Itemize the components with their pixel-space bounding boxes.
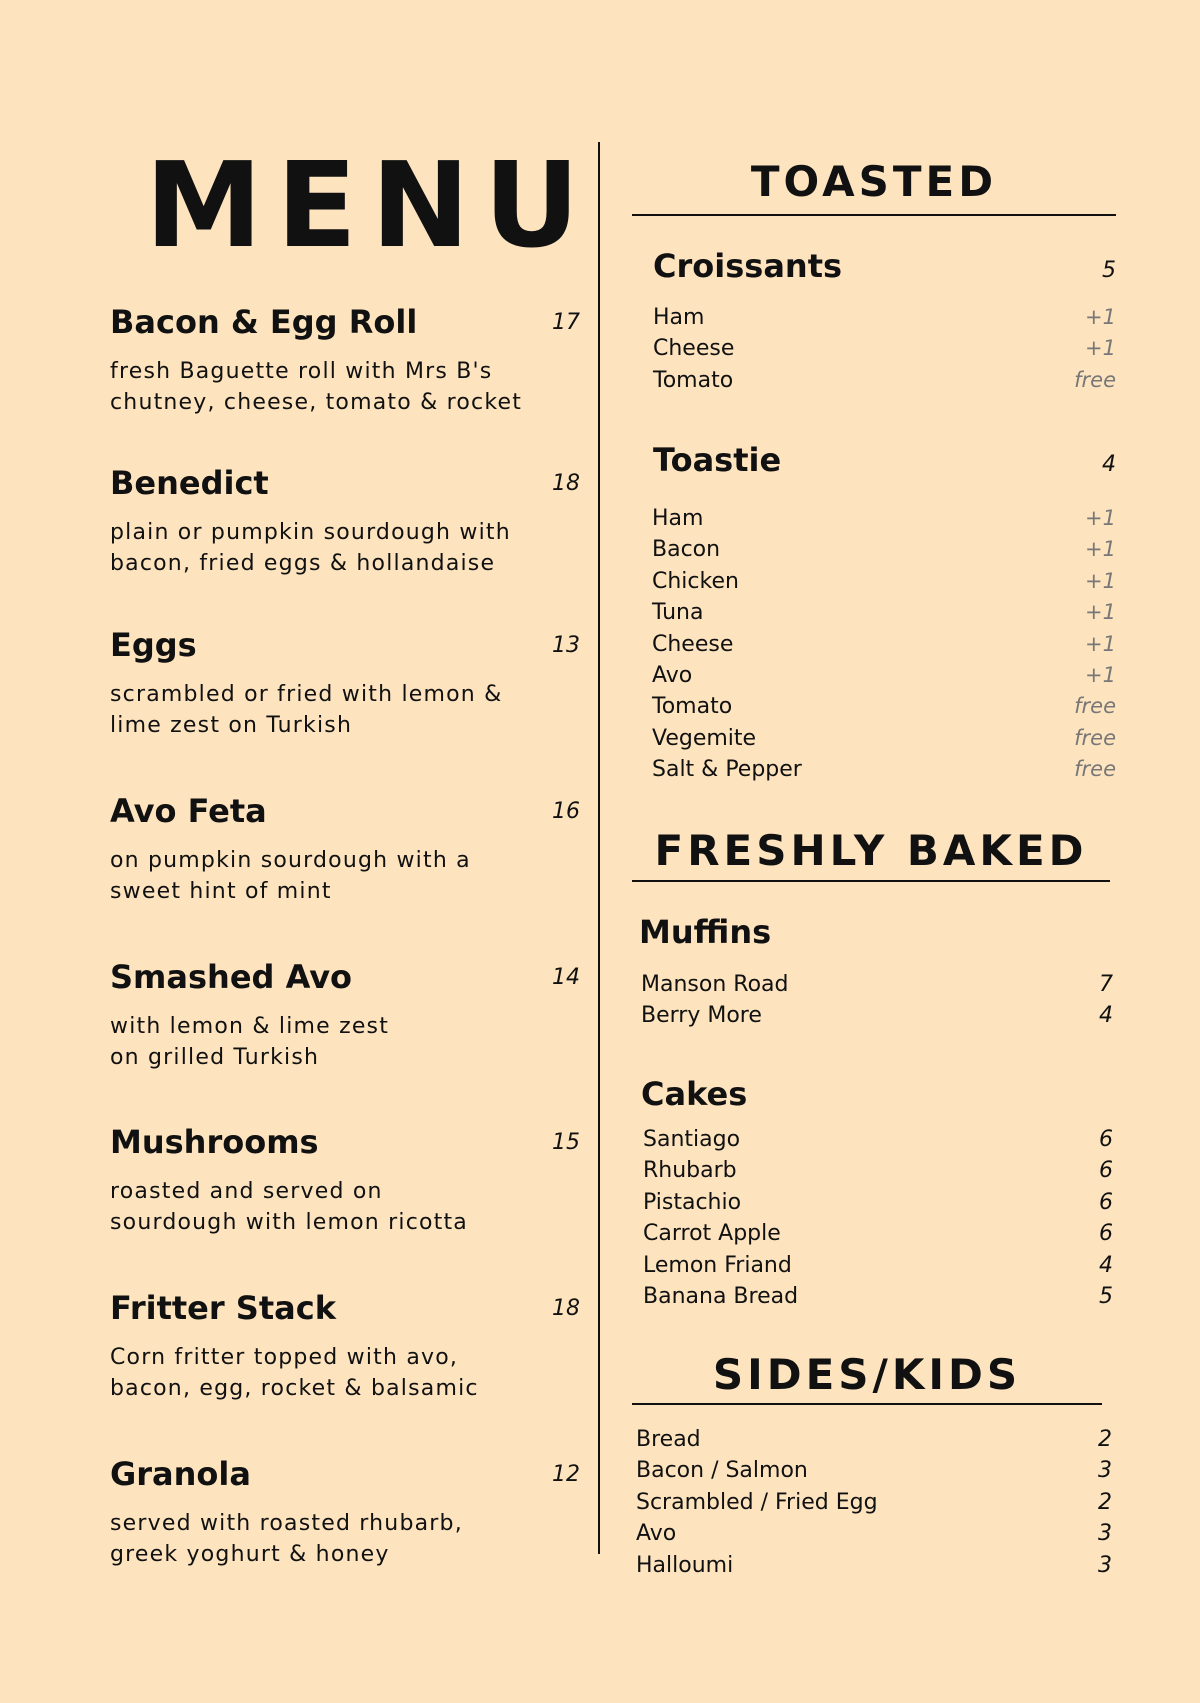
list-item: Banana Bread 5 xyxy=(643,1283,1113,1309)
list-item: Bacon +1 xyxy=(652,537,1116,563)
menu-title: MENU xyxy=(145,136,594,274)
dish-description: roasted and served on sourdough with lemon ricotta xyxy=(110,1179,468,1235)
list-item: Cheese +1 xyxy=(652,631,1116,657)
dish-name: Benedict xyxy=(110,464,269,502)
group-title-cakes: Cakes xyxy=(641,1075,748,1113)
dish-description: on pumpkin sourdough with a sweet hint of mint xyxy=(110,848,471,904)
dish-name: Mushrooms xyxy=(110,1123,319,1161)
list-item: Bacon / Salmon 3 xyxy=(636,1458,1112,1484)
dish-bacon-egg-roll xyxy=(110,302,580,418)
dish-price: 14 xyxy=(552,965,580,990)
list-item: Scrambled / Fried Egg 2 xyxy=(636,1489,1112,1515)
dish-avo-feta xyxy=(110,791,580,907)
dish-description: scrambled or fried with lemon & lime zest on Turkish xyxy=(110,682,503,738)
dish-name: Fritter Stack xyxy=(110,1289,336,1327)
group-price-toastie: 4 xyxy=(1102,452,1116,477)
dish-price: 13 xyxy=(552,633,580,658)
croissant-fillings-list xyxy=(653,302,1116,396)
dish-granola xyxy=(110,1454,580,1570)
list-item: Berry More 4 xyxy=(641,1003,1113,1029)
list-item: Ham +1 xyxy=(652,506,1116,531)
group-title-croissants: Croissants xyxy=(653,247,843,285)
list-item: Cheese +1 xyxy=(653,336,1116,362)
list-item: Salt & Pepper free xyxy=(652,757,1116,783)
section-rule xyxy=(632,1403,1102,1405)
list-item: Tuna +1 xyxy=(652,600,1116,626)
dish-price: 18 xyxy=(552,1296,580,1321)
dish-price: 17 xyxy=(552,310,580,335)
dish-eggs xyxy=(110,625,580,741)
list-item: Lemon Friand 4 xyxy=(643,1252,1113,1278)
list-item: Bread 2 xyxy=(636,1427,1112,1452)
list-item: Manson Road 7 xyxy=(641,972,1113,997)
dish-mushrooms xyxy=(110,1122,580,1238)
list-item: Santiago 6 xyxy=(643,1127,1113,1152)
cakes-list xyxy=(643,1124,1113,1312)
list-item: Tomato free xyxy=(652,694,1116,720)
list-item: Avo 3 xyxy=(636,1521,1112,1547)
dish-description: served with roasted rhubarb, greek yoghurt & honey xyxy=(110,1511,463,1567)
dish-fritter-stack xyxy=(110,1288,580,1404)
list-item: Vegemite free xyxy=(652,725,1116,751)
dish-price: 12 xyxy=(552,1462,580,1487)
dish-description: fresh Baguette roll with Mrs B's chutney, cheese, tomato & rocket xyxy=(110,359,523,415)
dish-name: Bacon & Egg Roll xyxy=(110,303,418,341)
dish-name: Eggs xyxy=(110,626,197,664)
section-title-sides-kids: SIDES/KIDS xyxy=(712,1350,1022,1399)
section-rule xyxy=(632,214,1116,216)
dish-description: plain or pumpkin sourdough with bacon, fried eggs & hollandaise xyxy=(110,520,511,576)
section-title-toasted: TOASTED xyxy=(750,157,998,206)
list-item: Tomato free xyxy=(653,367,1116,393)
list-item: Halloumi 3 xyxy=(636,1552,1112,1578)
dish-description: Corn fritter topped with avo, bacon, egg, rocket & balsamic xyxy=(110,1345,479,1401)
list-item: Avo +1 xyxy=(652,662,1116,688)
group-title-muffins: Muffins xyxy=(639,913,772,951)
dish-description: with lemon & lime zest on grilled Turkish xyxy=(110,1014,390,1070)
list-item: Rhubarb 6 xyxy=(643,1158,1113,1184)
dish-name: Avo Feta xyxy=(110,792,267,830)
list-item: Chicken +1 xyxy=(652,568,1116,594)
list-item: Ham +1 xyxy=(653,305,1116,330)
dish-smashed-avo xyxy=(110,957,580,1073)
column-divider xyxy=(598,142,600,1554)
section-title-freshly-baked: FRESHLY BAKED xyxy=(654,826,1088,875)
toastie-fillings-list xyxy=(652,503,1116,786)
dish-price: 16 xyxy=(552,799,580,824)
muffins-list xyxy=(641,969,1113,1032)
group-title-toastie: Toastie xyxy=(653,441,782,479)
dish-name: Smashed Avo xyxy=(110,958,353,996)
group-price-croissants: 5 xyxy=(1102,258,1116,283)
dish-price: 18 xyxy=(552,471,580,496)
dish-benedict xyxy=(110,463,580,579)
dish-price: 15 xyxy=(552,1130,580,1155)
list-item: Pistachio 6 xyxy=(643,1189,1113,1215)
sides-kids-list xyxy=(636,1424,1112,1581)
list-item: Carrot Apple 6 xyxy=(643,1221,1113,1247)
dish-name: Granola xyxy=(110,1455,251,1493)
section-rule xyxy=(632,880,1110,882)
